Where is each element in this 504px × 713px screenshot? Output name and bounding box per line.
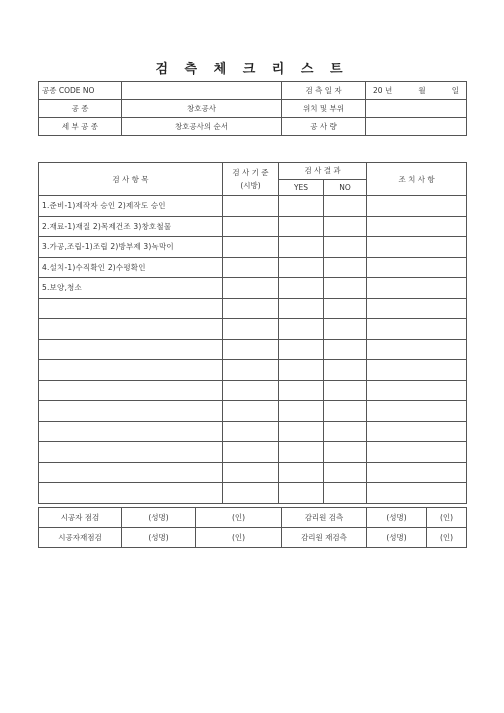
table-row — [39, 360, 467, 381]
action-cell[interactable] — [367, 237, 467, 258]
table-row — [39, 483, 467, 504]
date-label: 검 측 일 자 — [282, 82, 366, 100]
col-standard-line2: (시방) — [240, 181, 261, 190]
signature-row — [39, 508, 467, 528]
inspector-name[interactable]: (성명) — [367, 508, 427, 528]
standard-cell[interactable] — [223, 237, 279, 258]
action-cell[interactable] — [367, 257, 467, 278]
item-cell — [39, 339, 223, 360]
action-cell[interactable] — [367, 216, 467, 237]
quantity-value[interactable] — [366, 118, 467, 136]
no-cell[interactable] — [324, 339, 367, 360]
col-result: 검 사 결 과 — [279, 163, 367, 180]
table-row — [39, 462, 467, 483]
table-row — [39, 380, 467, 401]
standard-cell[interactable] — [223, 442, 279, 463]
code-label: 공종 CODE NO — [39, 82, 122, 100]
no-cell[interactable] — [324, 360, 367, 381]
signature-name[interactable]: (성명) — [122, 508, 196, 528]
table-row — [39, 196, 467, 217]
item-cell — [39, 483, 223, 504]
action-cell[interactable] — [367, 442, 467, 463]
signature-row — [39, 528, 467, 548]
table-row — [39, 216, 467, 237]
yes-cell[interactable] — [279, 401, 324, 422]
item-cell: 2.재료-1)재질 2)목제건조 3)창호철물 — [39, 216, 223, 237]
yes-cell[interactable] — [279, 237, 324, 258]
standard-cell[interactable] — [223, 257, 279, 278]
col-standard-line1: 검 사 기 준 — [232, 168, 269, 177]
standard-cell[interactable] — [223, 298, 279, 319]
yes-cell[interactable] — [279, 360, 324, 381]
inspector-seal[interactable]: (인) — [427, 508, 467, 528]
no-cell[interactable] — [324, 237, 367, 258]
signature-role: 시공자재점검 — [39, 528, 122, 548]
item-cell: 3.가공,조립-1)조립 2)방부제 3)녹막이 — [39, 237, 223, 258]
action-cell[interactable] — [367, 462, 467, 483]
table-row — [39, 319, 467, 340]
no-cell[interactable] — [324, 421, 367, 442]
standard-cell[interactable] — [223, 421, 279, 442]
item-cell — [39, 462, 223, 483]
standard-cell[interactable] — [223, 483, 279, 504]
no-cell[interactable] — [324, 216, 367, 237]
yes-cell[interactable] — [279, 319, 324, 340]
action-cell[interactable] — [367, 401, 467, 422]
action-cell[interactable] — [367, 196, 467, 217]
yes-cell[interactable] — [279, 483, 324, 504]
item-cell — [39, 380, 223, 401]
standard-cell[interactable] — [223, 360, 279, 381]
detail-value[interactable]: 창호공사의 순서 — [122, 118, 282, 136]
no-cell[interactable] — [324, 257, 367, 278]
col-standard — [223, 163, 279, 196]
yes-cell[interactable] — [279, 257, 324, 278]
yes-cell[interactable] — [279, 278, 324, 299]
detail-label: 세 부 공 종 — [39, 118, 122, 136]
standard-cell[interactable] — [223, 196, 279, 217]
action-cell[interactable] — [367, 380, 467, 401]
table-row — [39, 278, 467, 299]
standard-cell[interactable] — [223, 319, 279, 340]
location-value[interactable] — [366, 100, 467, 118]
checklist-table — [38, 162, 467, 504]
yes-cell[interactable] — [279, 462, 324, 483]
item-cell — [39, 401, 223, 422]
action-cell[interactable] — [367, 421, 467, 442]
col-yes: YES — [279, 179, 324, 196]
info-table — [38, 81, 467, 136]
signature-table — [38, 507, 467, 548]
table-row — [39, 442, 467, 463]
no-cell[interactable] — [324, 380, 367, 401]
action-cell[interactable] — [367, 278, 467, 299]
no-cell[interactable] — [324, 442, 367, 463]
inspector-role: 감리원 재검측 — [282, 528, 367, 548]
col-no: NO — [324, 179, 367, 196]
no-cell[interactable] — [324, 298, 367, 319]
date-year: 20 년 — [373, 86, 393, 95]
date-day: 일 — [451, 86, 460, 95]
signature-seal[interactable]: (인) — [196, 508, 282, 528]
location-label: 위치 및 부위 — [282, 100, 366, 118]
item-cell: 5.보양,청소 — [39, 278, 223, 299]
signature-seal[interactable]: (인) — [196, 528, 282, 548]
standard-cell[interactable] — [223, 339, 279, 360]
action-cell[interactable] — [367, 360, 467, 381]
inspector-role: 감리원 검측 — [282, 508, 367, 528]
no-cell[interactable] — [324, 196, 367, 217]
table-row — [39, 298, 467, 319]
item-cell: 4.설치-1)수직확인 2)수평확인 — [39, 257, 223, 278]
col-items: 검 사 항 목 — [39, 163, 223, 196]
table-row — [39, 339, 467, 360]
action-cell[interactable] — [367, 483, 467, 504]
signature-name[interactable]: (성명) — [122, 528, 196, 548]
item-cell — [39, 360, 223, 381]
standard-cell[interactable] — [223, 462, 279, 483]
standard-cell[interactable] — [223, 380, 279, 401]
work-value[interactable]: 창호공사 — [122, 100, 282, 118]
col-action: 조 치 사 항 — [367, 163, 467, 196]
standard-cell[interactable] — [223, 216, 279, 237]
no-cell[interactable] — [324, 401, 367, 422]
action-cell[interactable] — [367, 339, 467, 360]
yes-cell[interactable] — [279, 442, 324, 463]
yes-cell[interactable] — [279, 298, 324, 319]
table-row — [39, 401, 467, 422]
action-cell[interactable] — [367, 298, 467, 319]
date-value[interactable] — [366, 82, 467, 100]
inspector-seal[interactable]: (인) — [427, 528, 467, 548]
inspector-name[interactable]: (성명) — [367, 528, 427, 548]
action-cell[interactable] — [367, 319, 467, 340]
date-month: 월 — [418, 86, 426, 95]
no-cell[interactable] — [324, 462, 367, 483]
no-cell[interactable] — [324, 278, 367, 299]
no-cell[interactable] — [324, 483, 367, 504]
table-row — [39, 237, 467, 258]
item-cell: 1.준비-1)제작자 승인 2)제작도 승인 — [39, 196, 223, 217]
work-label: 공 종 — [39, 100, 122, 118]
standard-cell[interactable] — [223, 278, 279, 299]
item-cell — [39, 442, 223, 463]
no-cell[interactable] — [324, 319, 367, 340]
table-row — [39, 421, 467, 442]
item-cell — [39, 319, 223, 340]
quantity-label: 공 사 량 — [282, 118, 366, 136]
yes-cell[interactable] — [279, 421, 324, 442]
page-title: 검 측 체 크 리 스 트 — [155, 62, 349, 77]
item-cell — [39, 298, 223, 319]
yes-cell[interactable] — [279, 339, 324, 360]
item-cell — [39, 421, 223, 442]
yes-cell[interactable] — [279, 380, 324, 401]
signature-role: 시공자 점검 — [39, 508, 122, 528]
code-value[interactable] — [122, 82, 282, 100]
standard-cell[interactable] — [223, 401, 279, 422]
table-row — [39, 257, 467, 278]
yes-cell[interactable] — [279, 196, 324, 217]
yes-cell[interactable] — [279, 216, 324, 237]
